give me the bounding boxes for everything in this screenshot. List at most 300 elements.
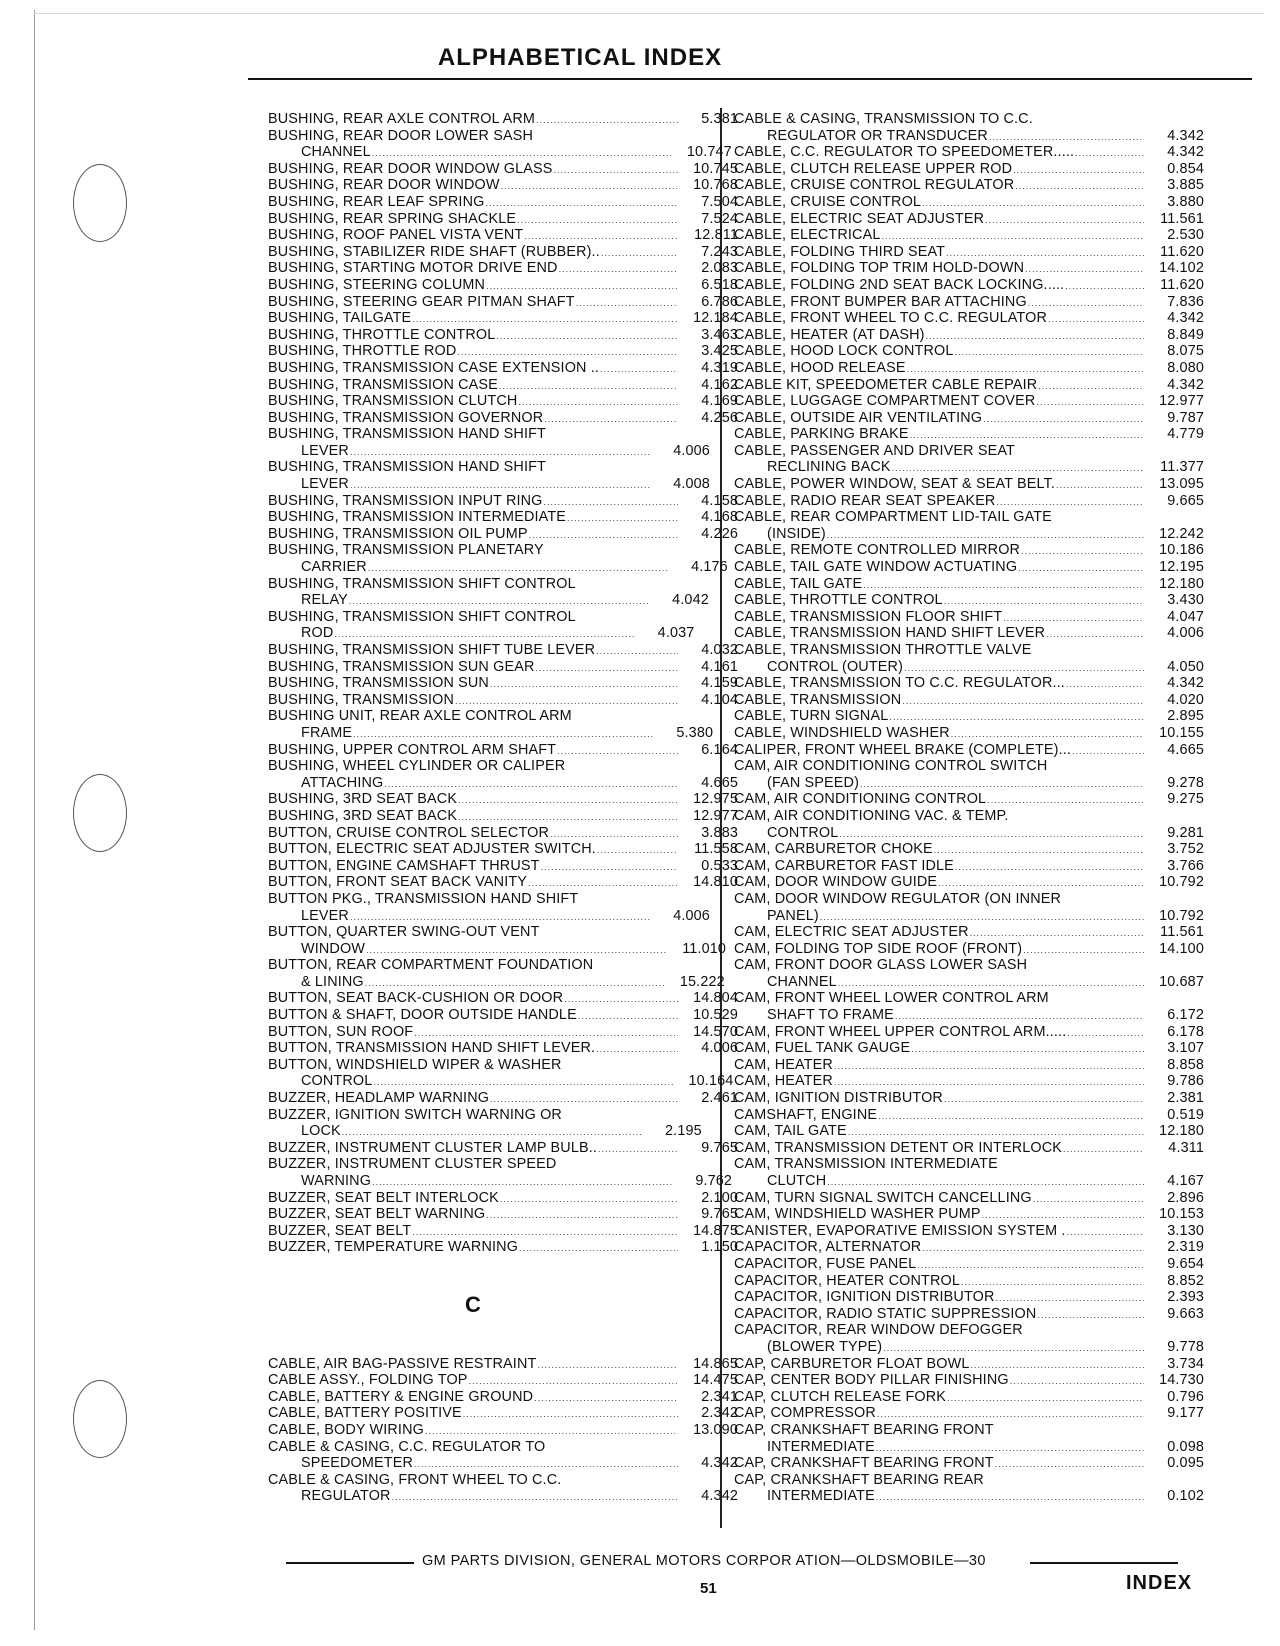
index-entry-line — [734, 144, 1204, 161]
index-entry-label: CAP, CENTER BODY PILLAR FINISHING — [734, 1372, 1009, 1389]
dot-leader — [1028, 295, 1144, 311]
index-entry-line — [734, 742, 1204, 759]
index-entry — [734, 310, 1204, 327]
index-entry — [268, 360, 738, 377]
index-entry-label: CABLE & CASING, FRONT WHEEL TO C.C. — [268, 1471, 562, 1488]
index-entry — [268, 1472, 738, 1505]
dot-leader — [834, 1074, 1144, 1090]
index-entry — [734, 609, 1204, 626]
index-entry-number: 13.095 — [1159, 476, 1204, 493]
index-entry-label: CABLE, TRANSMISSION FLOOR SHIFT — [734, 608, 1003, 625]
index-entry — [268, 1356, 738, 1373]
index-entry-number: 6.786 — [701, 293, 738, 310]
dot-leader — [528, 875, 678, 891]
index-entry-line — [734, 1273, 1204, 1290]
index-entry — [734, 891, 1204, 924]
dot-leader — [373, 1074, 673, 1090]
index-entry-label: BUTTON, ENGINE CAMSHAFT THRUST — [268, 857, 540, 874]
index-entry — [734, 1455, 1204, 1472]
index-entry-line — [268, 1007, 738, 1024]
index-entry-line — [268, 443, 738, 460]
dot-leader — [496, 328, 678, 344]
index-entry — [268, 1372, 738, 1389]
index-entry — [734, 874, 1204, 891]
dot-leader — [518, 394, 678, 410]
index-entry-label: CABLE, TURN SIGNAL — [734, 708, 889, 725]
index-entry-line — [268, 526, 738, 543]
index-entry-label: BUSHING, REAR DOOR WINDOW GLASS — [268, 160, 553, 177]
index-entry — [268, 858, 738, 875]
index-entry-label: SPEEDOMETER — [301, 1455, 413, 1472]
index-entry-label: BUSHING, TRANSMISSION CASE EXTENSION .. — [268, 359, 600, 376]
index-entry — [268, 277, 738, 294]
index-entry-line — [734, 211, 1204, 228]
index-entry-label: CABLE, BATTERY & ENGINE GROUND — [268, 1388, 534, 1405]
index-entry — [268, 1223, 738, 1240]
index-entry — [734, 1289, 1204, 1306]
index-entry — [734, 576, 1204, 593]
dot-leader — [989, 129, 1144, 145]
dot-leader — [485, 195, 678, 211]
index-entry — [734, 1073, 1204, 1090]
dot-leader — [904, 660, 1144, 676]
index-entry-label: CAM, TRANSMISSION INTERMEDIATE — [734, 1156, 998, 1173]
index-entry — [268, 393, 738, 410]
index-entry-number: 12.811 — [694, 227, 738, 244]
index-entry-line — [734, 1256, 1204, 1273]
index-entry-label: BUTTON, WINDSHIELD WIPER & WASHER — [268, 1056, 562, 1073]
dot-leader — [350, 444, 650, 460]
index-entry-label: REGULATOR OR TRANSDUCER — [767, 127, 988, 144]
index-entry — [734, 1389, 1204, 1406]
dot-leader — [544, 494, 678, 510]
index-entry-label: BUSHING, REAR DOOR LOWER SASH — [268, 127, 534, 144]
index-entry-number: 4.006 — [673, 442, 710, 459]
dot-leader — [1038, 378, 1144, 394]
index-entry — [734, 1322, 1204, 1355]
index-entry-label: CONTROL — [767, 824, 839, 841]
index-entry-label: CAM, ELECTRIC SEAT ADJUSTER — [734, 924, 969, 941]
index-entry — [734, 841, 1204, 858]
index-entry-label: BUSHING UNIT, REAR AXLE CONTROL ARM — [268, 708, 572, 725]
dot-leader — [457, 344, 678, 360]
dot-leader — [392, 1489, 678, 1505]
index-entry-label: RECLINING BACK — [767, 459, 891, 476]
index-entry-number: 0.796 — [1167, 1388, 1204, 1405]
index-entry — [734, 1372, 1204, 1389]
index-entry — [268, 111, 738, 128]
index-entry-line — [734, 1073, 1204, 1090]
dot-leader — [860, 776, 1144, 792]
index-entry — [734, 194, 1204, 211]
index-entry-label: BUZZER, INSTRUMENT CLUSTER LAMP BULB.. — [268, 1139, 598, 1156]
index-entry-number: 12.977 — [693, 807, 738, 824]
index-entry-line — [268, 858, 738, 875]
index-entry-label: CAP, CRANKSHAFT BEARING FRONT — [734, 1421, 994, 1438]
index-entry-number: 9.278 — [1167, 774, 1204, 791]
index-entry-number: 3.734 — [1167, 1355, 1204, 1372]
index-entry-label: BUTTON & SHAFT, DOOR OUTSIDE HANDLE — [268, 1007, 577, 1024]
index-entry — [734, 426, 1204, 443]
index-entry-line — [268, 393, 738, 410]
index-entry — [734, 1239, 1204, 1256]
index-entry-number: 8.075 — [1167, 343, 1204, 360]
index-entry-number: 4.342 — [1167, 127, 1204, 144]
index-entry-line — [734, 277, 1204, 294]
index-entry-label: BUZZER, TEMPERATURE WARNING — [268, 1239, 519, 1256]
index-entry-line — [268, 891, 738, 908]
index-entry — [268, 1439, 738, 1472]
index-entry — [268, 1389, 738, 1406]
index-entry-number: 12.242 — [1159, 525, 1204, 542]
index-entry-line — [734, 1107, 1204, 1124]
dot-leader — [1067, 1025, 1144, 1041]
dot-leader — [985, 212, 1144, 228]
index-entry-line — [268, 775, 738, 792]
dot-leader — [567, 510, 678, 526]
index-entry — [268, 343, 738, 360]
index-entry-number: 9.765 — [701, 1206, 738, 1223]
index-entry-label: BUSHING, TRANSMISSION SHIFT CONTROL — [268, 608, 576, 625]
index-entry-label: (INSIDE) — [767, 525, 826, 542]
index-entry-line — [268, 377, 738, 394]
index-entry-number: 2.319 — [1167, 1239, 1204, 1256]
index-entry-number: 3.463 — [701, 326, 738, 343]
index-entry-number: 4.176 — [691, 559, 728, 576]
index-entry — [268, 1090, 738, 1107]
index-list-cable — [268, 1356, 738, 1505]
index-entry-label: BUSHING, TRANSMISSION PLANETARY — [268, 542, 544, 559]
index-entry-line — [734, 128, 1204, 145]
index-entry-line — [734, 908, 1204, 925]
dot-leader — [469, 1373, 678, 1389]
index-entry — [734, 177, 1204, 194]
index-entry — [734, 144, 1204, 161]
index-entry-label: CAM, FRONT DOOR GLASS LOWER SASH — [734, 957, 1028, 974]
page-margin-line — [34, 10, 35, 1630]
dot-leader — [490, 1091, 678, 1107]
index-entry-line — [734, 1007, 1204, 1024]
index-entry — [268, 1024, 738, 1041]
index-entry-line — [268, 211, 738, 228]
index-entry-line — [268, 1190, 738, 1207]
index-entry-label: CHANNEL — [301, 144, 371, 161]
index-entry-line — [268, 1455, 738, 1472]
dot-leader — [955, 344, 1144, 360]
index-entry — [734, 941, 1204, 958]
index-entry-number: 0.854 — [1167, 160, 1204, 177]
index-entry-line — [734, 692, 1204, 709]
dot-leader — [917, 1257, 1144, 1273]
index-entry-label: CAM, TAIL GATE — [734, 1123, 847, 1140]
dot-leader — [486, 1207, 678, 1223]
index-entry-label: BUSHING, TRANSMISSION SUN GEAR — [268, 658, 535, 675]
index-entry-line — [734, 260, 1204, 277]
index-entry — [268, 1057, 738, 1090]
index-entry-number: 4.104 — [701, 691, 738, 708]
index-entry-label: CABLE, FOLDING THIRD SEAT — [734, 243, 946, 260]
index-entry-label: CAMSHAFT, ENGINE — [734, 1106, 878, 1123]
index-entry-number: 4.047 — [1167, 608, 1204, 625]
dot-leader — [455, 693, 678, 709]
index-entry-line — [734, 459, 1204, 476]
index-entry-line — [268, 542, 738, 559]
index-entry-label: CABLE, TAIL GATE WINDOW ACTUATING — [734, 559, 1018, 576]
index-entry-line — [734, 509, 1204, 526]
index-entry-label: BUSHING, TRANSMISSION HAND SHIFT — [268, 426, 546, 443]
page-top-edge — [34, 13, 1264, 14]
index-entry-number: 4.006 — [701, 1040, 738, 1057]
index-entry — [734, 327, 1204, 344]
title-rule — [248, 78, 1252, 80]
index-entry-label: CAM, CARBURETOR CHOKE — [734, 841, 933, 858]
binder-hole — [73, 1380, 127, 1458]
index-entry-number: 4.226 — [701, 525, 738, 542]
index-entry-label: CABLE, TRANSMISSION — [734, 691, 902, 708]
index-entry — [734, 161, 1204, 178]
index-entry-label: CAM, DOOR WINDOW GUIDE — [734, 874, 938, 891]
index-entry-number: 11.558 — [694, 841, 738, 858]
index-entry-line — [268, 493, 738, 510]
index-entry-number: 4.256 — [701, 409, 738, 426]
index-entry-label: & LINING — [301, 973, 364, 990]
dot-leader — [534, 1390, 678, 1406]
index-entry — [268, 1156, 738, 1189]
index-entry-label: CABLE, CRUISE CONTROL — [734, 193, 922, 210]
index-entry — [734, 625, 1204, 642]
index-entry-label: BUSHING, 3RD SEAT BACK — [268, 791, 458, 808]
index-entry — [268, 260, 738, 277]
index-entry-label: CAM, CARBURETOR FAST IDLE — [734, 857, 954, 874]
index-entry-line — [734, 1439, 1204, 1456]
index-entry-number: 12.977 — [1159, 393, 1204, 410]
index-entry-label: BUSHING, STEERING COLUMN — [268, 276, 486, 293]
dot-leader — [350, 477, 650, 493]
index-entry-label: CAP, CRANKSHAFT BEARING REAR — [734, 1471, 984, 1488]
dot-leader — [458, 792, 678, 808]
index-entry — [734, 509, 1204, 542]
index-entry-label: CAPACITOR, HEATER CONTROL — [734, 1272, 961, 1289]
dot-leader — [414, 1025, 678, 1041]
index-entry — [268, 509, 738, 526]
index-entry — [734, 1140, 1204, 1157]
index-entry — [268, 211, 738, 228]
index-entry-label: BUSHING, TRANSMISSION OIL PUMP — [268, 525, 528, 542]
index-entry-line — [268, 791, 738, 808]
index-entry-number: 9.654 — [1167, 1255, 1204, 1272]
index-entry-number: 7.836 — [1167, 293, 1204, 310]
index-entry-label: BUSHING, REAR DOOR WINDOW — [268, 177, 500, 194]
index-list-cable-cam-cap — [734, 111, 1204, 1505]
index-entry-label: CAM, FRONT WHEEL UPPER CONTROL ARM..... — [734, 1023, 1067, 1040]
index-entry-number: 2.530 — [1167, 227, 1204, 244]
index-entry-number: 14.804 — [693, 990, 738, 1007]
index-entry-line — [734, 808, 1204, 825]
index-entry-number: 5.380 — [676, 724, 714, 741]
index-entry — [268, 675, 738, 692]
index-entry-label: BUSHING, TRANSMISSION — [268, 691, 454, 708]
index-entry-label: BUSHING, STEERING GEAR PITMAN SHAFT — [268, 293, 575, 310]
index-entry — [734, 791, 1204, 808]
index-entry-label: CAPACITOR, RADIO STATIC SUPPRESSION — [734, 1305, 1037, 1322]
index-entry-number: 11.620 — [1160, 276, 1204, 293]
index-entry-label: CABLE, CLUTCH RELEASE UPPER ROD — [734, 160, 1013, 177]
index-entry-label: CABLE, REMOTE CONTROLLED MIRROR — [734, 542, 1021, 559]
index-entry-label: CAP, CRANKSHAFT BEARING FRONT — [734, 1455, 994, 1472]
section-letter-heading: C — [464, 1292, 482, 1318]
index-entry — [734, 559, 1204, 576]
index-entry-line — [268, 692, 738, 709]
dot-leader — [524, 228, 678, 244]
index-entry — [734, 1356, 1204, 1373]
index-entry-line — [734, 343, 1204, 360]
index-entry-number: 2.896 — [1167, 1189, 1204, 1206]
dot-leader — [970, 925, 1144, 941]
index-entry — [734, 211, 1204, 228]
dot-leader — [911, 1041, 1144, 1057]
index-entry-label: BUTTON, TRANSMISSION HAND SHIFT LEVER. — [268, 1040, 596, 1057]
index-entry-number: 10.792 — [1159, 907, 1204, 924]
index-entry-number: 9.787 — [1167, 409, 1204, 426]
dot-leader — [1003, 610, 1144, 626]
index-entry-line — [734, 111, 1204, 128]
dot-leader — [827, 1174, 1144, 1190]
index-entry-label: BUSHING, TRANSMISSION SUN — [268, 675, 489, 692]
dot-leader — [576, 295, 678, 311]
index-entry — [268, 377, 738, 394]
index-entry-label: CABLE, PARKING BRAKE — [734, 426, 909, 443]
dot-leader — [944, 1091, 1144, 1107]
dot-leader — [519, 1240, 678, 1256]
index-entry-line — [734, 1190, 1204, 1207]
index-entry-number: 4.159 — [701, 675, 738, 692]
footer-rule-left — [286, 1562, 414, 1564]
dot-leader — [907, 361, 1144, 377]
index-entry-number: 0.533 — [701, 857, 738, 874]
index-entry-line — [734, 1322, 1204, 1339]
index-entry-label: LEVER — [301, 442, 349, 459]
dot-leader — [983, 411, 1144, 427]
index-entry-label: BUZZER, HEADLAMP WARNING — [268, 1090, 490, 1107]
dot-leader — [517, 212, 678, 228]
index-entry-label: BUSHING, STABILIZER RIDE SHAFT (RUBBER).. — [268, 243, 600, 260]
index-entry-line — [734, 1372, 1204, 1389]
dot-leader — [1021, 543, 1144, 559]
dot-leader — [1010, 1373, 1144, 1389]
index-entry — [268, 542, 738, 575]
index-entry-number: 14.102 — [1159, 260, 1204, 277]
index-entry-line — [268, 194, 738, 211]
dot-leader — [557, 743, 678, 759]
index-entry-line — [268, 1405, 738, 1422]
index-entry — [268, 526, 738, 543]
dot-leader — [536, 112, 678, 128]
index-entry-label: CABLE, AIR BAG-PASSIVE RESTRAINT — [268, 1355, 537, 1372]
index-entry — [268, 459, 738, 492]
index-entry-line — [268, 957, 738, 974]
index-entry-line — [734, 609, 1204, 626]
dot-leader — [1056, 477, 1144, 493]
index-entry — [268, 576, 738, 609]
dot-leader — [1023, 942, 1144, 958]
index-entry-line — [268, 260, 738, 277]
index-entry-label: CAM, AIR CONDITIONING CONTROL — [734, 791, 987, 808]
dot-leader — [353, 726, 653, 742]
index-entry-number: 12.180 — [1159, 1123, 1204, 1140]
index-entry — [268, 310, 738, 327]
index-entry-line — [268, 609, 738, 626]
index-entry — [734, 708, 1204, 725]
dot-leader — [922, 1240, 1144, 1256]
dot-leader — [1072, 743, 1144, 759]
dot-leader — [1037, 1307, 1144, 1323]
dot-leader — [876, 1440, 1144, 1456]
index-entry-line — [268, 1107, 738, 1124]
dot-leader — [372, 1174, 672, 1190]
index-entry-label: LEVER — [301, 907, 349, 924]
index-entry — [734, 443, 1204, 476]
index-entry-label: CABLE, WINDSHIELD WASHER — [734, 724, 950, 741]
index-entry-number: 2.341 — [701, 1388, 738, 1405]
index-entry — [734, 1190, 1204, 1207]
index-entry-number: 3.430 — [1167, 592, 1204, 609]
index-entry-line — [734, 1422, 1204, 1439]
index-entry-line — [734, 1455, 1204, 1472]
dot-leader — [961, 1274, 1144, 1290]
index-entry-line — [734, 1206, 1204, 1223]
index-entry-label: CAM, WINDSHIELD WASHER PUMP — [734, 1206, 981, 1223]
index-entry-label: BUZZER, IGNITION SWITCH WARNING OR — [268, 1106, 562, 1123]
dot-leader — [995, 1456, 1144, 1472]
footer-publisher: GM PARTS DIVISION, GENERAL MOTORS CORPOR ATION—OLDSMOBILE—30 — [422, 1553, 986, 1569]
index-entry-label: CABLE & CASING, TRANSMISSION TO C.C. — [734, 111, 1033, 127]
index-entry-label: BUSHING, TRANSMISSION SHIFT CONTROL — [268, 575, 576, 592]
index-entry-label: CAPACITOR, ALTERNATOR — [734, 1239, 922, 1256]
index-entry-number: 14.865 — [693, 1355, 738, 1372]
index-entry-label: CABLE, TRANSMISSION THROTTLE VALVE — [734, 642, 1032, 658]
index-entry-label: CABLE, POWER WINDOW, SEAT & SEAT BELT. — [734, 476, 1056, 493]
index-entry — [268, 128, 738, 161]
dot-leader — [910, 427, 1144, 443]
dot-leader — [372, 145, 672, 161]
index-entry — [268, 327, 738, 344]
index-entry-label: CAP, CARBURETOR FLOAT BOWL — [734, 1355, 970, 1372]
index-entry-number: 0.102 — [1167, 1488, 1204, 1505]
index-entry — [734, 808, 1204, 841]
index-entry-line — [734, 1156, 1204, 1173]
index-entry-line — [734, 526, 1204, 543]
index-entry-line — [268, 1472, 738, 1489]
index-entry-number: 4.161 — [701, 658, 738, 675]
index-entry — [268, 294, 738, 311]
index-entry-number: 4.050 — [1167, 658, 1204, 675]
index-entry-line — [268, 924, 738, 941]
index-entry-label: BUSHING, ROOF PANEL VISTA VENT — [268, 227, 524, 244]
index-entry-number: 4.032 — [701, 642, 738, 658]
index-entry-number: 4.665 — [1167, 741, 1204, 758]
index-entry-number: 6.172 — [1167, 1007, 1204, 1024]
index-entry-label: BUSHING, TRANSMISSION SHIFT TUBE LEVER — [268, 642, 596, 658]
index-entry-number: 4.020 — [1167, 691, 1204, 708]
dot-leader — [458, 809, 678, 825]
index-entry-number: 2.381 — [1167, 1090, 1204, 1107]
index-entry-label: BUSHING, TRANSMISSION CASE — [268, 376, 498, 393]
index-entry-label: CAM, IGNITION DISTRIBUTOR — [734, 1090, 943, 1107]
index-entry — [268, 1140, 738, 1157]
index-entry-number: 10.768 — [693, 177, 738, 194]
index-entry-number: 2.895 — [1167, 708, 1204, 725]
right-column — [734, 111, 1204, 1505]
